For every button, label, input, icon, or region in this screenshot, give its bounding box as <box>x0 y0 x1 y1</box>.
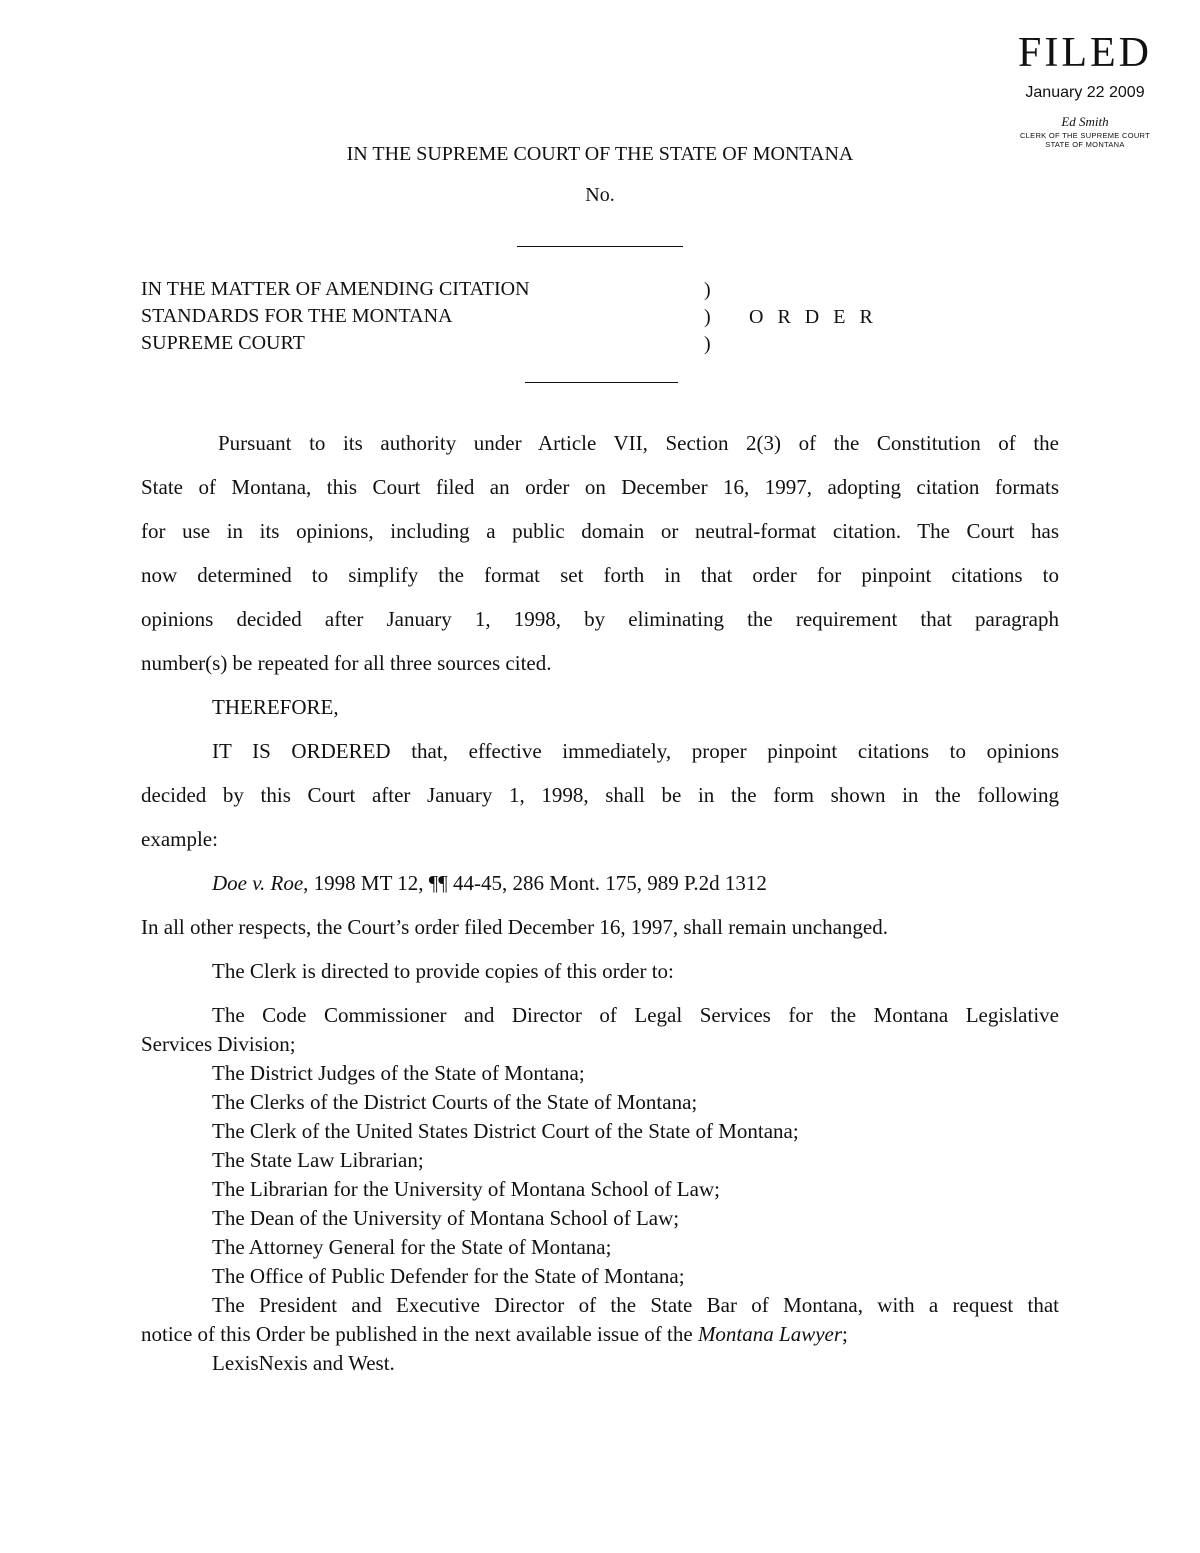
caption-line-3: SUPREME COURT <box>141 332 305 354</box>
montana-lawyer-title: Montana Lawyer <box>697 1322 843 1346</box>
ordered-line-2: decided by this Court after January 1, 1998, shall be in the form shown in the following <box>141 783 1059 807</box>
clerk-title-line-1: CLERK OF THE SUPREME COURT <box>1019 131 1151 140</box>
clerk-directed: The Clerk is directed to provide copies of this order to: <box>212 959 674 983</box>
example-case-name: Doe v. Roe <box>212 871 304 895</box>
caption-line-2: STANDARDS FOR THE MONTANA <box>141 305 453 327</box>
state-bar-semicolon: ; <box>842 1322 848 1346</box>
caption-line-1: IN THE MATTER OF AMENDING CITATION <box>141 278 530 300</box>
filed-stamp-title: FILED <box>1018 30 1152 76</box>
para1-line-5: opinions decided after January 1, 1998, by eliminating the requirement that paragraph <box>141 607 1059 631</box>
para1-line-4: now determined to simplify the format set forth in that order for pinpoint citations to <box>141 563 1059 587</box>
distribution-code-commissioner-1: The Code Commissioner and Director of Legal Services for the Montana Legislative <box>212 1003 1059 1027</box>
clerk-title-line-2: STATE OF MONTANA <box>1045 140 1125 149</box>
distribution-code-commissioner-2: Services Division; <box>141 1032 296 1056</box>
para1-line-2: State of Montana, this Court filed an order on December 16, 1997, adopting citation formats <box>141 475 1059 499</box>
distribution-item: The Librarian for the University of Montana School of Law; <box>212 1177 720 1201</box>
order-title: O R D E R <box>749 306 878 328</box>
state-bar-notice-text: notice of this Order be published in the next available issue of the <box>141 1322 698 1346</box>
para1-line-1: Pursuant to its authority under Article VII, Section 2(3) of the Constitution of the <box>218 431 1059 455</box>
distribution-item: The Clerks of the District Courts of the State of Montana; <box>212 1090 698 1114</box>
filed-stamp-date: January 22 2009 <box>1025 84 1145 101</box>
example-citation-rest: , 1998 MT 12, ¶¶ 44-45, 286 Mont. 175, 989 P.2d 1312 <box>303 871 767 895</box>
caption-paren-1: ) <box>704 279 711 301</box>
ordered-line-3: example: <box>141 827 218 851</box>
caption-top-rule <box>517 246 683 247</box>
distribution-item: The Attorney General for the State of Montana; <box>212 1235 612 1259</box>
distribution-state-bar-1: The President and Executive Director of the State Bar of Montana, with a request that <box>212 1293 1059 1317</box>
distribution-item: The State Law Librarian; <box>212 1148 424 1172</box>
court-title: IN THE SUPREME COURT OF THE STATE OF MONTANA <box>346 143 854 165</box>
caption-bottom-rule <box>525 382 678 383</box>
unchanged-statement: In all other respects, the Court’s order filed December 16, 1997, shall remain unchanged. <box>141 915 889 939</box>
distribution-item: The District Judges of the State of Montana; <box>212 1061 585 1085</box>
para1-line-3: for use in its opinions, including a public domain or neutral-format citation. The Court has <box>141 519 1059 543</box>
caption-paren-3: ) <box>704 333 711 355</box>
distribution-state-bar-2 <box>141 1320 848 1349</box>
clerk-signature: Ed Smith <box>1061 114 1109 129</box>
distribution-item: The Clerk of the United States District Court of the State of Montana; <box>212 1119 799 1143</box>
therefore: THEREFORE, <box>212 695 339 719</box>
example-citation <box>212 861 767 905</box>
ordered-line-1: IT IS ORDERED that, effective immediately, proper pinpoint citations to opinions <box>212 739 1059 763</box>
distribution-last-item: LexisNexis and West. <box>212 1351 395 1375</box>
distribution-item: The Dean of the University of Montana School of Law; <box>212 1206 680 1230</box>
caption-paren-2: ) <box>704 306 711 328</box>
distribution-item: The Office of Public Defender for the State of Montana; <box>212 1264 685 1288</box>
para1-line-6: number(s) be repeated for all three sources cited. <box>141 651 552 675</box>
case-number: No. <box>585 184 615 206</box>
